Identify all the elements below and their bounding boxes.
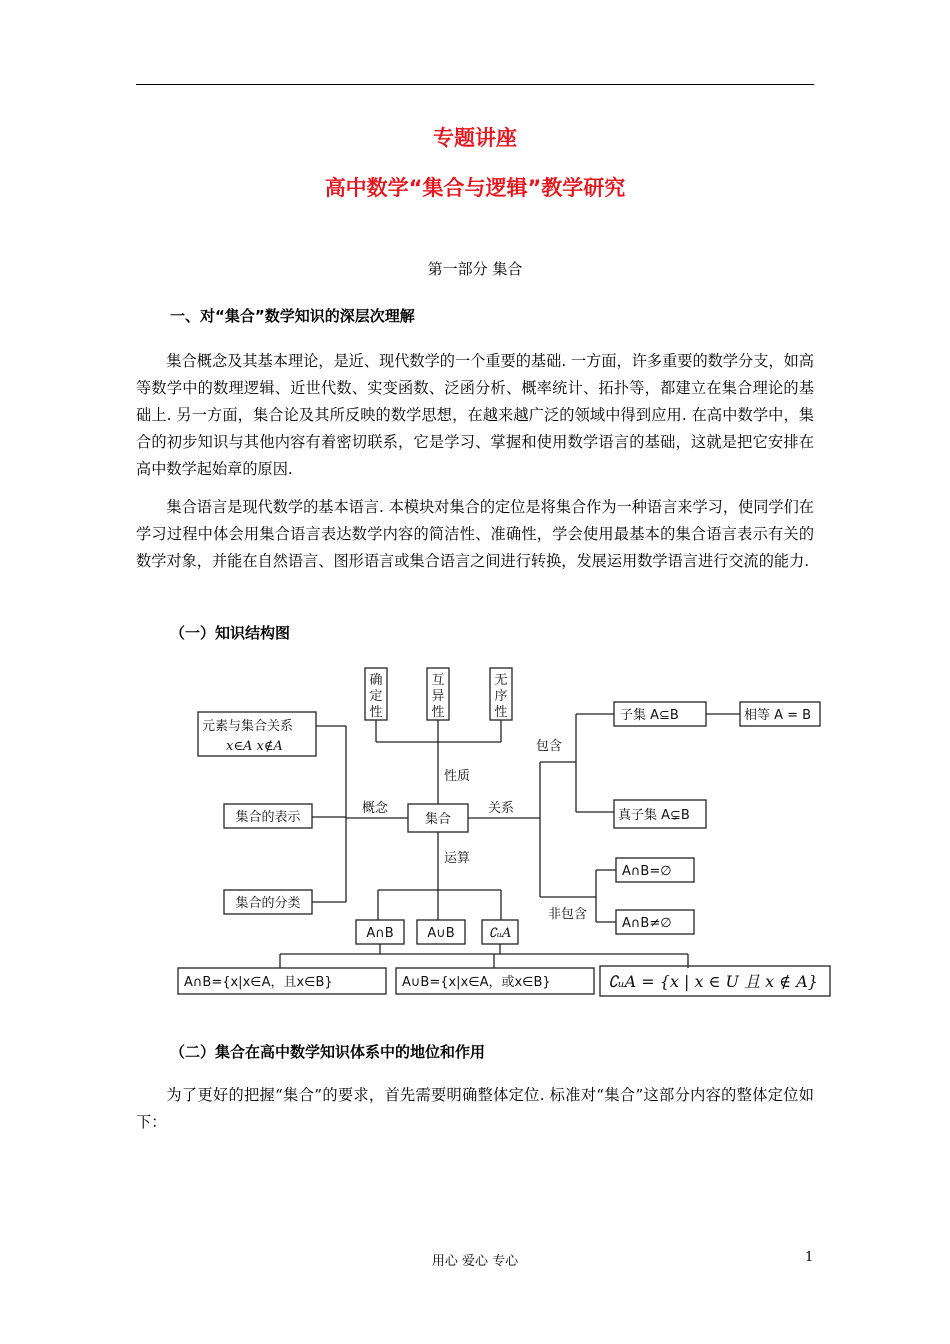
element-relation: 元素与集合关系 [202, 719, 294, 734]
part-title: 第一部分 集合 [427, 260, 523, 278]
label-concept: 概念 [362, 801, 389, 816]
doc-subtitle: 高中数学“集合与逻辑”教学研究 [324, 176, 626, 200]
proper-subset-box: 真子集 A⊊B [618, 808, 690, 823]
label-relation: 关系 [488, 801, 515, 816]
doc-title: 专题讲座 [433, 126, 517, 150]
element-symbols: x∈A x∉A [226, 739, 283, 754]
property-determinate-1: 确 [369, 673, 383, 688]
property-distinct-2: 异 [431, 689, 445, 704]
center-set: 集合 [424, 812, 452, 827]
set-classification: 集合的分类 [235, 896, 301, 911]
label-property: 性质 [444, 769, 471, 784]
knowledge-structure-diagram [176, 662, 832, 1000]
subsection2-heading: （二）集合在高中数学知识体系中的地位和作用 [170, 1043, 486, 1061]
complement-box: ∁ᵤA [488, 926, 512, 941]
page-number: 1 [805, 1250, 814, 1265]
property-determinate-3: 性 [369, 705, 383, 720]
page-footer: 用心 爱心 专心 [431, 1254, 519, 1269]
property-unordered-1: 无 [494, 673, 508, 688]
complement-definition: ∁ᵤA = {x | x ∈ U 且 x ∉ A} [608, 972, 818, 991]
paragraph-1: 集合概念及其基本理论，是近、现代数学的一个重要的基础. 一方面，许多重要的数学分支，如高等数学中的数理逻辑、近世代数、实变函数、泛函分析、概率统计、拓扑等，都建立在集合理论的基础上. 另一方面，集合论及其所反映的数学思想，在越来越广泛的领域中得到应用. 在高中数学中，集合的初步知识与其他内容有着密切联系，它是学习、掌握和使用数学语言的基础，这就是把它安排在高中数学起始章的原因. [136, 352, 814, 478]
property-determinate-2: 定 [369, 689, 383, 704]
equal-box: 相等 A = B [744, 708, 812, 723]
header-rule [136, 84, 814, 85]
label-contain: 包含 [536, 739, 563, 754]
label-operation: 运算 [444, 851, 471, 866]
property-unordered-3: 性 [494, 705, 508, 720]
property-distinct-3: 性 [431, 705, 445, 720]
intersection-box: A∩B [366, 926, 394, 941]
set-representation: 集合的表示 [235, 810, 301, 825]
subset-box: 子集 A⊆B [620, 708, 679, 723]
nonempty-intersection-box: A∩B≠∅ [622, 916, 672, 931]
paragraph-2: 集合语言是现代数学的基本语言. 本模块对集合的定位是将集合作为一种语言来学习，使同学们在学习过程中体会用集合语言表达数学内容的简洁性、准确性，学会使用最基本的集合语言表示有关的数学对象，并能在自然语言、图形语言或集合语言之间进行转换，发展运用数学语言进行交流的能力. [136, 498, 814, 570]
property-unordered-2: 序 [494, 689, 508, 704]
label-noncontain: 非包含 [548, 907, 588, 922]
union-definition: A∪B={x|x∈A，或x∈B} [402, 975, 551, 990]
property-distinct-1: 互 [431, 673, 445, 688]
union-box: A∪B [427, 926, 455, 941]
empty-intersection-box: A∩B=∅ [622, 864, 672, 879]
subsection1-heading: （一）知识结构图 [170, 624, 291, 642]
section1-heading: 一、对“集合”数学知识的深层次理解 [170, 307, 415, 325]
paragraph-3: 为了更好的把握“集合”的要求，首先需要明确整体定位. 标准对“集合”这部分内容的整体定位如下： [136, 1086, 814, 1131]
intersection-definition: A∩B={x|x∈A，且x∈B} [184, 975, 333, 990]
